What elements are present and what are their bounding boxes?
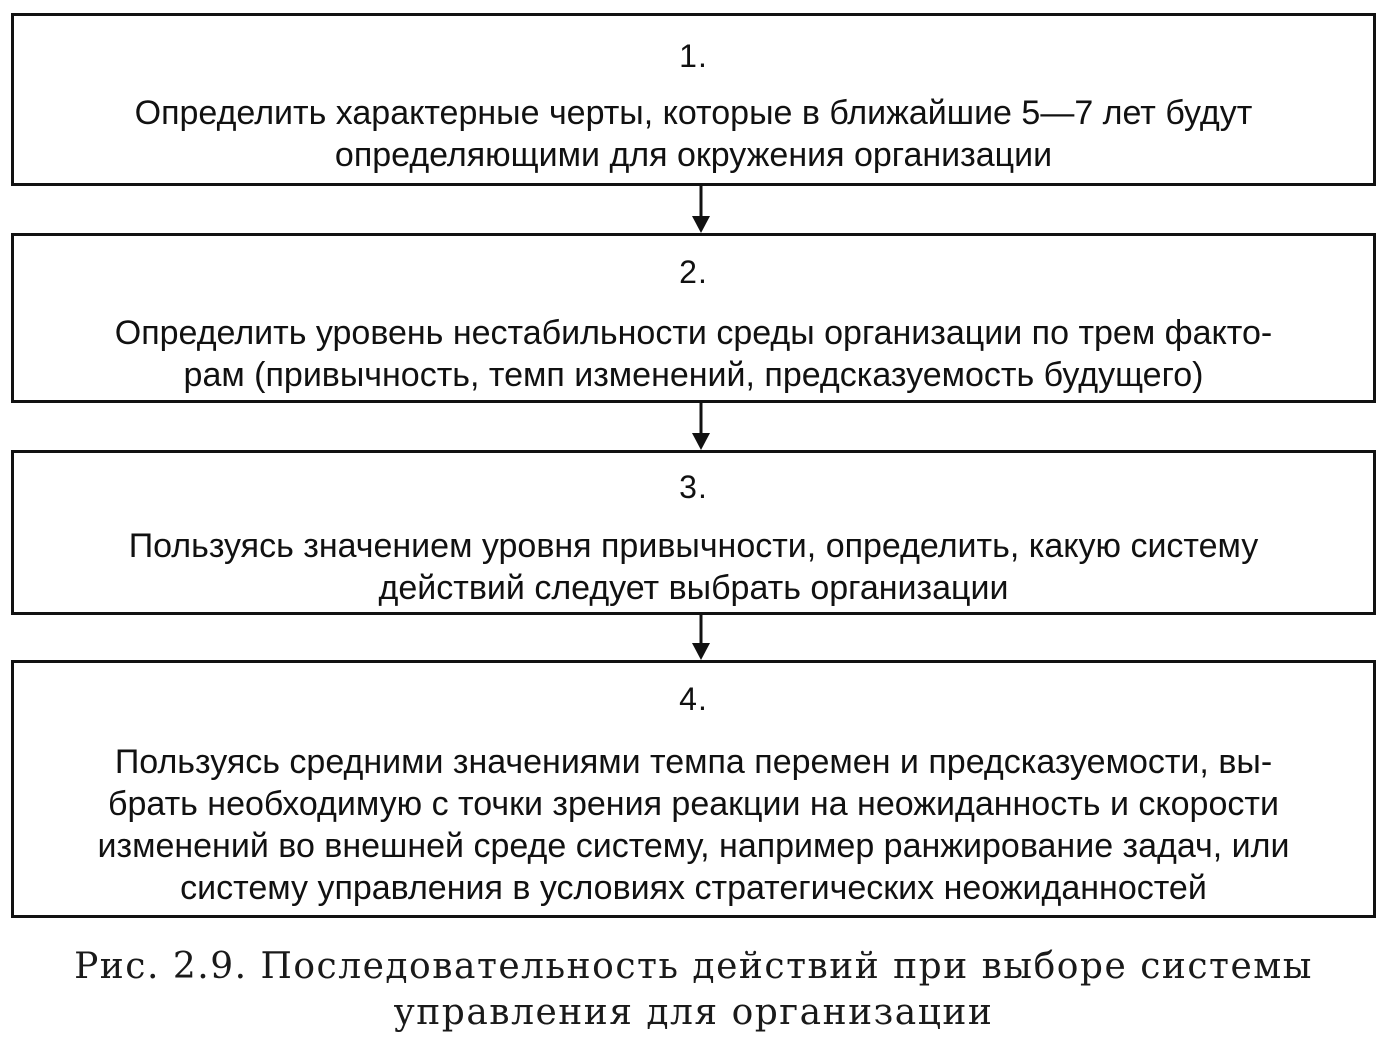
step-number-2: 2.: [679, 254, 708, 290]
step-text-4: [14, 741, 1373, 909]
arrow-down-icon: [686, 403, 716, 451]
figure-caption: [0, 944, 1387, 1036]
step-box-4: [11, 660, 1376, 918]
step-text-3-line-2: действий следует выбрать организации: [378, 569, 1009, 607]
step-number-4: 4.: [679, 681, 708, 717]
step-box-3: [11, 450, 1376, 615]
step-number-1: 1.: [679, 38, 708, 74]
step-text-4-line-4: систему управления в условиях стратегических неожиданностей: [180, 869, 1207, 907]
step-text-4-line-1: Пользуясь средними значениями темпа перемен и предсказуемости, вы-: [114, 743, 1273, 781]
step-text-3-line-1: Пользуясь значением уровня привычности, определить, какую систему: [128, 527, 1259, 565]
step-box-2: [11, 233, 1376, 403]
figure-caption-line-1: Рис. 2.9. Последовательность действий при выборе системы: [74, 946, 1313, 987]
step-text-1-line-1: Определить характерные черты, которые в ближайшие 5—7 лет будут: [134, 94, 1253, 132]
arrow-1-to-2: [686, 186, 716, 234]
arrow-down-icon: [686, 186, 716, 234]
step-text-1-line-2: определяющими для окружения организации: [334, 136, 1053, 174]
step-text-2: [14, 312, 1373, 396]
step-text-3: [14, 525, 1373, 609]
step-text-1: [14, 92, 1373, 176]
step-text-4-line-3: изменений во внешней среде систему, например ранжирование задач, или: [97, 827, 1290, 865]
arrow-3-to-4: [686, 615, 716, 661]
arrow-2-to-3: [686, 403, 716, 451]
step-text-2-line-2: рам (привычность, темп изменений, предсказуемость будущего): [183, 356, 1204, 394]
arrow-down-icon: [686, 615, 716, 661]
step-number-3: 3.: [679, 469, 708, 505]
step-text-2-line-1: Определить уровень нестабильности среды организации по трем факто-: [114, 314, 1273, 352]
step-text-4-line-2: брать необходимую с точки зрения реакции на неожиданность и скорости: [108, 785, 1279, 823]
figure-caption-line-2: управления для организации: [393, 992, 994, 1033]
step-box-1: [11, 13, 1376, 186]
